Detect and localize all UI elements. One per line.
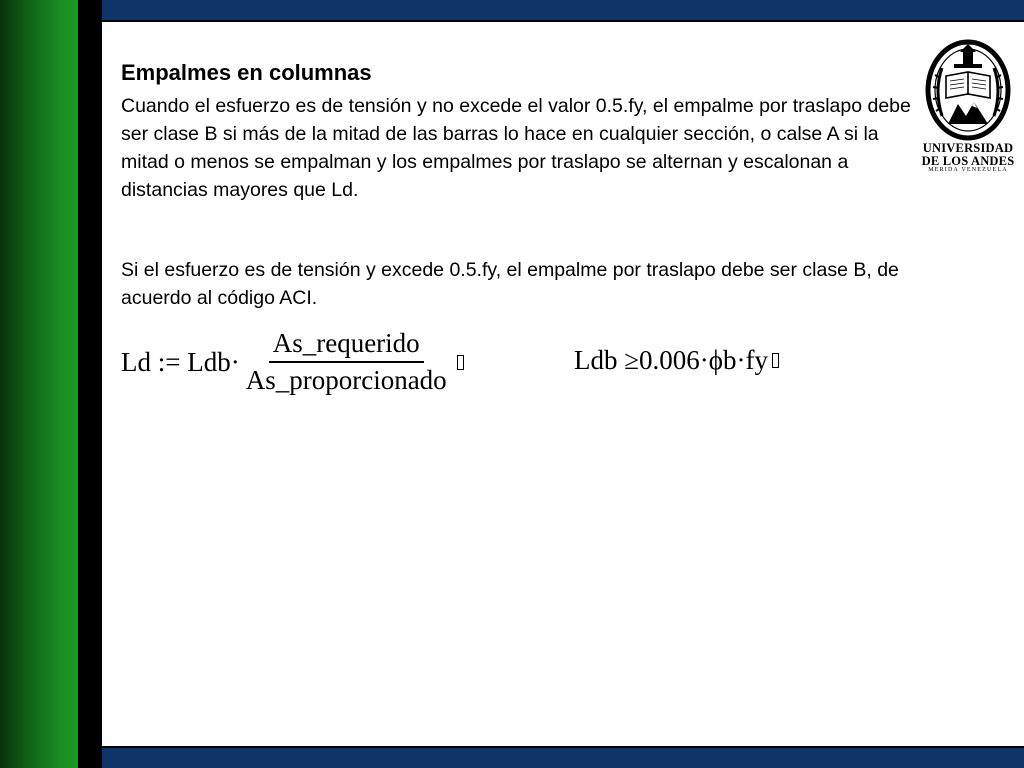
logo-location: MERIDA VENEZUELA: [928, 167, 1008, 173]
formula-ld-denominator: As_proporcionado: [245, 365, 447, 395]
logo-line-2: DE LOS ANDES: [921, 154, 1015, 168]
logo-university-name: [920, 142, 1016, 168]
top-blue-bar: [102, 0, 1024, 22]
formula-ld-numerator: As_requerido: [269, 328, 424, 363]
university-seal-icon: [920, 38, 1016, 142]
slide-title: Empalmes en columnas: [121, 60, 372, 85]
paragraph-tension-exceed: Si el esfuerzo es de tensión y excede 0.5.fy, el empalme por traslapo debe ser clase B, de acuerdo al código ACI.: [121, 259, 899, 309]
formula-placeholder-box: [457, 355, 464, 370]
formula-ld-fraction: [242, 328, 451, 396]
left-green-bar: [0, 0, 78, 768]
formula-ldb-text: Ldb ≥0.006·ϕb·fy: [574, 345, 768, 375]
formula-ldb: [574, 345, 779, 376]
formula-ld-lhs: Ld := Ldb·: [121, 346, 240, 377]
formula-ld: [121, 328, 464, 396]
left-black-stripe: [78, 0, 102, 768]
university-logo: [920, 38, 1016, 178]
paragraph-tension-not-exceed: Cuando el esfuerzo es de tensión y no excede el valor 0.5.fy, el empalme por traslapo debe ser clase B si más de la mitad de las barras lo hace en cualquier sección, o calse A si la mitad o menos se empalman y los empalmes por traslapo se alternan y escalonan a distancias mayores que Ld.: [121, 95, 911, 201]
bottom-blue-bar: [102, 746, 1024, 768]
logo-line-1: UNIVERSIDAD: [922, 141, 1014, 155]
formula-placeholder-box: [772, 353, 779, 368]
